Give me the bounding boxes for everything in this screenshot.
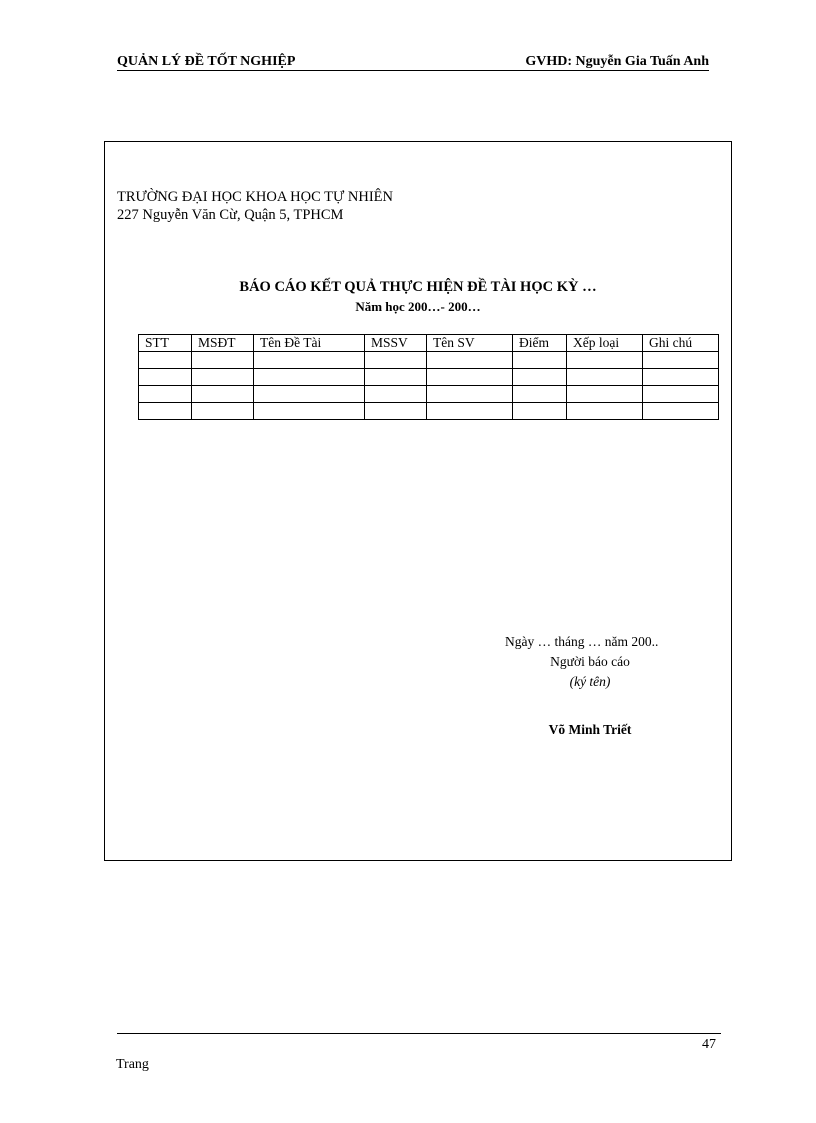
table-row xyxy=(139,352,719,369)
table-row xyxy=(139,369,719,386)
table-cell xyxy=(643,386,719,403)
table-cell xyxy=(513,386,567,403)
col-ten-de-tai: Tên Đề Tài xyxy=(254,335,365,352)
school-block xyxy=(117,188,393,224)
table-header-row xyxy=(139,335,719,352)
table-cell xyxy=(365,386,427,403)
col-stt: STT xyxy=(139,335,192,352)
table-cell xyxy=(254,386,365,403)
table-cell xyxy=(427,352,513,369)
table-cell xyxy=(139,386,192,403)
school-address: 227 Nguyễn Văn Cừ, Quận 5, TPHCM xyxy=(117,207,344,223)
signature-block xyxy=(505,634,675,742)
report-title: BÁO CÁO KẾT QUẢ THỰC HIỆN ĐỀ TÀI HỌC KỲ … xyxy=(239,279,597,295)
report-subtitle: Năm học 200…- 200… xyxy=(355,299,481,314)
table-cell xyxy=(192,352,254,369)
date-line: Ngày … tháng … năm 200.. xyxy=(505,634,659,649)
table-cell xyxy=(513,352,567,369)
page-header xyxy=(117,54,709,71)
col-msdt: MSĐT xyxy=(192,335,254,352)
table-cell xyxy=(139,369,192,386)
table-cell xyxy=(365,352,427,369)
header-title: QUẢN LÝ ĐỀ TỐT NGHIỆP xyxy=(117,54,296,69)
results-table xyxy=(138,334,719,420)
table-cell xyxy=(139,352,192,369)
header-advisor: GVHD: Nguyễn Gia Tuấn Anh xyxy=(525,54,709,69)
table-cell xyxy=(192,369,254,386)
table-cell xyxy=(427,386,513,403)
table-cell xyxy=(254,403,365,420)
footer-rule xyxy=(117,1033,721,1034)
table-cell xyxy=(513,369,567,386)
reporter-name: Võ Minh Triết xyxy=(548,722,632,737)
col-ghi-chu: Ghi chú xyxy=(643,335,719,352)
school-name: TRƯỜNG ĐẠI HỌC KHOA HỌC TỰ NHIÊN xyxy=(117,189,393,205)
col-mssv: MSSV xyxy=(365,335,427,352)
reporter-role: Người báo cáo xyxy=(550,654,630,669)
table-row xyxy=(139,386,719,403)
table-cell xyxy=(139,403,192,420)
table-cell xyxy=(427,403,513,420)
table-row xyxy=(139,403,719,420)
col-xep-loai: Xếp loại xyxy=(567,335,643,352)
table-cell xyxy=(643,403,719,420)
table-cell xyxy=(192,403,254,420)
table-cell xyxy=(254,352,365,369)
col-ten-sv: Tên SV xyxy=(427,335,513,352)
report-form-frame xyxy=(104,141,732,861)
col-diem: Điểm xyxy=(513,335,567,352)
footer-label: Trang xyxy=(116,1057,149,1072)
table-cell xyxy=(513,403,567,420)
table-cell xyxy=(567,352,643,369)
table-cell xyxy=(567,369,643,386)
table-cell xyxy=(192,386,254,403)
sign-note: (ký tên) xyxy=(569,674,611,689)
table-cell xyxy=(643,369,719,386)
table-cell xyxy=(643,352,719,369)
table-cell xyxy=(365,403,427,420)
table-cell xyxy=(427,369,513,386)
table-cell xyxy=(567,386,643,403)
page-number: 47 xyxy=(702,1037,716,1052)
table-cell xyxy=(365,369,427,386)
table-cell xyxy=(254,369,365,386)
table-cell xyxy=(567,403,643,420)
